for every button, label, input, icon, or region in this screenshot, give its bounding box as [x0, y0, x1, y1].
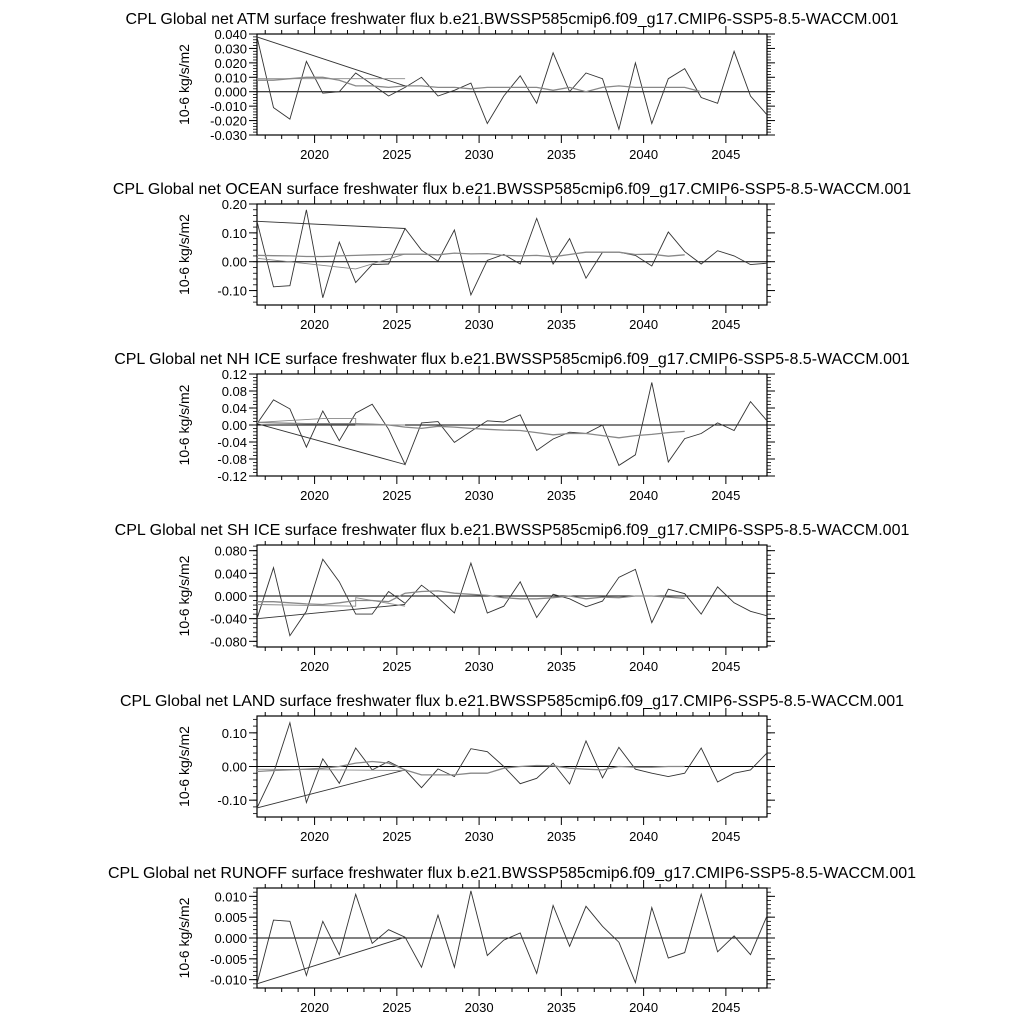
- x-tick-label: 2035: [546, 659, 576, 674]
- y-tick-label: 0.10: [221, 225, 247, 241]
- x-tick-label: 2020: [300, 829, 330, 844]
- x-tick-label: 2030: [464, 1000, 494, 1015]
- y-tick-label: -0.04: [217, 435, 247, 450]
- x-tick-label: 2035: [546, 147, 576, 162]
- series-wrap-line: [257, 424, 405, 465]
- x-tick-label: 2025: [382, 488, 412, 503]
- y-tick-label: 0.040: [214, 27, 247, 42]
- x-tick-label: 2020: [300, 1000, 330, 1015]
- y-tick-label: 0.10: [221, 725, 247, 741]
- panel-nh-ice: [114, 351, 910, 503]
- x-tick-label: 2030: [464, 659, 494, 674]
- series-wrap-line: [257, 221, 405, 228]
- panel-title: CPL Global net SH ICE surface freshwater flux b.e21.BWSSP585cmip6.f09_g17.CMIP6-SSP5-8.5-WACCM.001: [114, 522, 910, 539]
- series-wrap-line: [257, 770, 405, 808]
- plot-frame: [257, 204, 767, 305]
- y-tick-label: -0.08: [217, 452, 247, 467]
- y-tick-label: -0.080: [210, 634, 247, 650]
- x-tick-label: 2040: [629, 829, 659, 844]
- x-tick-label: 2040: [629, 317, 659, 332]
- y-tick-label: -0.010: [210, 972, 247, 988]
- x-tick-label: 2035: [546, 829, 576, 844]
- y-tick-label: -0.10: [217, 283, 247, 299]
- panel-title: CPL Global net NH ICE surface freshwater flux b.e21.BWSSP585cmip6.f09_g17.CMIP6-SSP5-8.5-WACCM.001: [114, 351, 910, 368]
- y-tick-label: -0.020: [210, 113, 247, 129]
- panel-land: [120, 693, 904, 844]
- plot-frame: [257, 34, 767, 135]
- y-tick-label: 0.08: [221, 384, 247, 399]
- x-tick-label: 2045: [711, 488, 741, 503]
- x-tick-label: 2035: [546, 1000, 576, 1015]
- y-tick-label: 0.010: [214, 889, 247, 905]
- y-tick-label: 0.000: [214, 589, 247, 604]
- y-tick-label: 0.005: [214, 910, 247, 926]
- y-tick-label: 0.080: [214, 543, 247, 559]
- x-tick-label: 2030: [464, 317, 494, 332]
- x-tick-label: 2025: [382, 147, 412, 162]
- y-tick-label: -0.030: [210, 128, 247, 143]
- y-axis-label: 10-6 kg/s/m2: [176, 555, 192, 637]
- y-tick-label: -0.010: [210, 99, 247, 115]
- y-axis-label: 10-6 kg/s/m2: [176, 384, 192, 466]
- panel-title: CPL Global net ATM surface freshwater flux b.e21.BWSSP585cmip6.f09_g17.CMIP6-SSP5-8.5-WACCM.001: [125, 11, 899, 28]
- y-tick-label: 0.020: [214, 55, 247, 71]
- y-tick-label: 0.00: [221, 759, 247, 775]
- y-tick-label: 0.000: [214, 931, 247, 946]
- series-smoothed-line: [257, 591, 685, 605]
- x-tick-label: 2045: [711, 1000, 741, 1015]
- panel-sh-ice: [115, 522, 910, 674]
- series-wrap-line: [257, 937, 405, 984]
- panel-title: CPL Global net OCEAN surface freshwater flux b.e21.BWSSP585cmip6.f09_g17.CMIP6-SSP5-8.5-WACCM.001: [112, 181, 912, 198]
- x-tick-label: 2045: [711, 147, 741, 162]
- series-annual-line: [257, 891, 767, 984]
- y-axis-label: 10-6 kg/s/m2: [176, 726, 192, 807]
- x-tick-label: 2030: [464, 147, 494, 162]
- x-tick-label: 2020: [300, 488, 330, 503]
- series-annual-line: [257, 210, 767, 298]
- x-tick-label: 2025: [382, 659, 412, 674]
- series-annual-line: [257, 559, 767, 636]
- y-axis-label: 10-6 kg/s/m2: [176, 44, 192, 125]
- y-tick-label: 0.010: [214, 70, 247, 86]
- panel-title: CPL Global net LAND surface freshwater flux b.e21.BWSSP585cmip6.f09_g17.CMIP6-SSP5-8.5-WACCM.001: [119, 693, 905, 710]
- series-smoothed-line: [257, 252, 685, 257]
- series-annual-line: [257, 37, 767, 129]
- y-tick-label: 0.12: [221, 367, 247, 382]
- x-tick-label: 2045: [711, 659, 741, 674]
- x-tick-label: 2025: [382, 829, 412, 844]
- y-axis-label: 10-6 kg/s/m2: [176, 897, 192, 979]
- y-tick-label: 0.00: [221, 418, 247, 433]
- y-axis-label: 10-6 kg/s/m2: [176, 214, 192, 295]
- series-smoothed-line: [257, 77, 701, 91]
- x-tick-label: 2020: [300, 147, 330, 162]
- y-tick-label: -0.12: [217, 469, 247, 484]
- x-tick-label: 2045: [711, 317, 741, 332]
- panel-title: CPL Global net RUNOFF surface freshwater flux b.e21.BWSSP585cmip6.f09_g17.CMIP6-SSP5-8.5-WACCM.001: [107, 865, 917, 882]
- y-tick-label: 0.030: [214, 41, 247, 57]
- y-tick-label: 0.000: [214, 84, 247, 100]
- series-annual-line: [257, 723, 767, 808]
- x-tick-label: 2025: [382, 1000, 412, 1015]
- y-tick-label: 0.040: [214, 566, 247, 582]
- x-tick-label: 2040: [629, 659, 659, 674]
- panel-runoff: [108, 865, 916, 1015]
- panel-atm: [125, 11, 898, 162]
- x-tick-label: 2040: [629, 1000, 659, 1015]
- x-tick-label: 2020: [300, 317, 330, 332]
- y-tick-label: 0.20: [221, 197, 247, 212]
- series-wrap-line: [257, 605, 405, 619]
- x-tick-label: 2040: [629, 488, 659, 503]
- x-tick-label: 2035: [546, 488, 576, 503]
- x-tick-label: 2030: [464, 488, 494, 503]
- x-tick-label: 2040: [629, 147, 659, 162]
- x-tick-label: 2035: [546, 317, 576, 332]
- y-tick-label: -0.10: [217, 793, 247, 809]
- x-tick-label: 2045: [711, 829, 741, 844]
- panel-ocean: [113, 181, 911, 332]
- y-tick-label: -0.040: [210, 611, 247, 627]
- x-tick-label: 2030: [464, 829, 494, 844]
- x-tick-label: 2025: [382, 317, 412, 332]
- y-tick-label: 0.00: [221, 254, 247, 270]
- y-tick-label: 0.04: [221, 401, 247, 416]
- y-tick-label: -0.005: [210, 951, 247, 967]
- x-tick-label: 2020: [300, 659, 330, 674]
